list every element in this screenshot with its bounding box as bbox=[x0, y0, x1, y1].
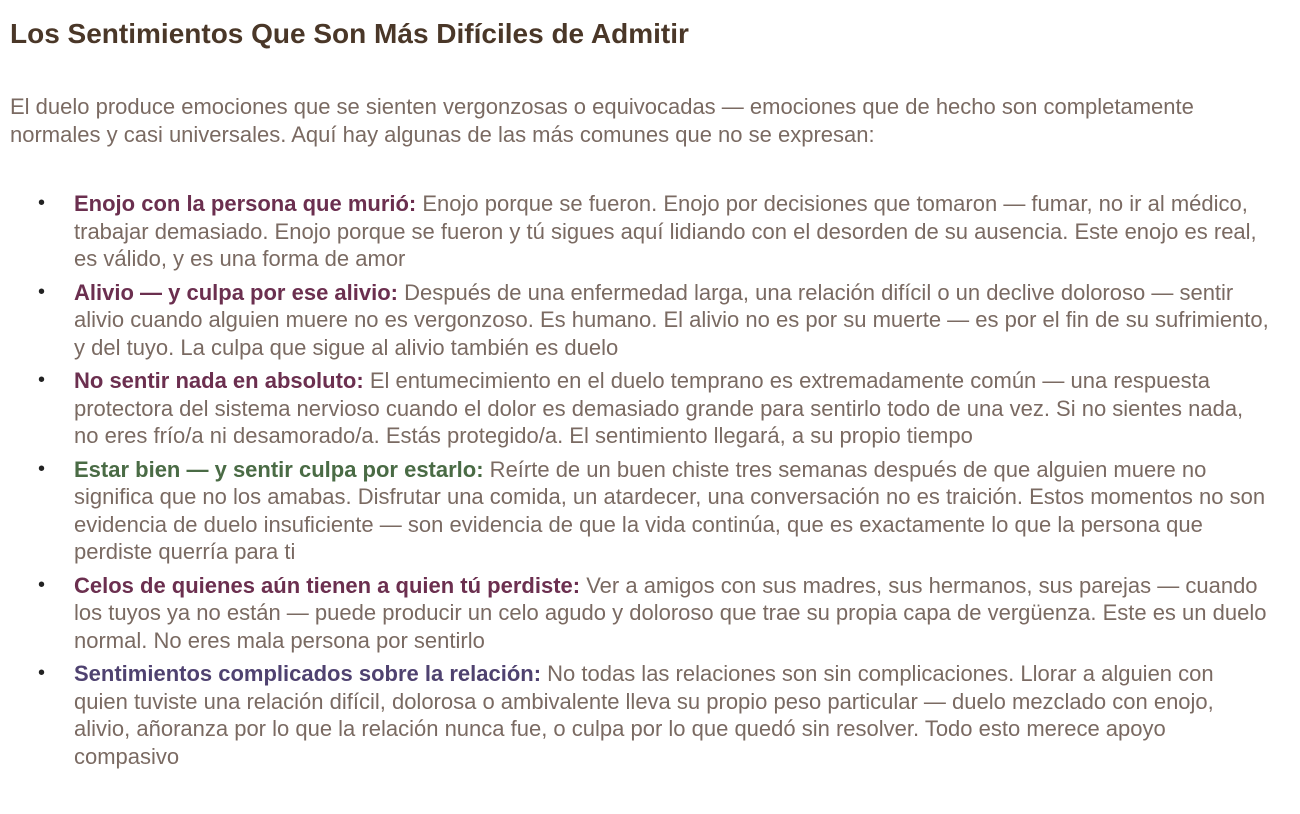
bullet-icon: • bbox=[38, 369, 46, 391]
item-text: No todas las relaciones son sin complicaciones. Llorar a alguien con quien tuviste una relación difícil, dolorosa o ambivalente lleva su propio peso particular — duelo mezclado con enojo, alivio, añoranza por lo que la relación nunca fue, o culpa por lo que quedó sin resolver. Todo esto merece apoyo compasivo bbox=[74, 661, 1214, 769]
bullet-icon: • bbox=[38, 662, 46, 684]
item-lead: Enojo con la persona que murió: bbox=[74, 191, 417, 216]
item-lead: Sentimientos complicados sobre la relación: bbox=[74, 661, 542, 686]
list-item bbox=[0, 660, 1300, 770]
intro-paragraph: El duelo produce emociones que se sienten vergonzosas o equivocadas — emociones que de hecho son completamente normales y casi universales. Aquí hay algunas de las más comunes que no se expresan: bbox=[10, 94, 1194, 147]
item-text: El entumecimiento en el duelo temprano es extremadamente común — una respuesta protectora del sistema nervioso cuando el dolor es demasiado grande para sentirlo todo de una vez. Si no sientes nada, no eres frío/a ni desamorado/a. Estás protegido/a. El sentimiento llegará, a su propio tiempo bbox=[74, 368, 1244, 448]
page-title: Los Sentimientos Que Son Más Difíciles de Admitir bbox=[10, 18, 689, 49]
item-text: Reírte de un buen chiste tres semanas después de que alguien muere no significa que no los amabas. Disfrutar una comida, un atardecer, una conversación no es traición. Estos momentos no son evidencia de duelo insuficiente — son evidencia de que la vida continúa, que es exactamente lo que la persona que perdiste querría para ti bbox=[74, 456, 1266, 564]
item-lead: Estar bien — y sentir culpa por estarlo: bbox=[74, 456, 484, 482]
item-lead: No sentir nada en absoluto: bbox=[74, 368, 364, 393]
item-text: Después de una enfermedad larga, una relación difícil o un declive doloroso — sentir alivio cuando alguien muere no es vergonzoso. Es humano. El alivio no es por su muerte — es por el fin de su sufrimiento, y del tuyo. La culpa que sigue al alivio también es duelo bbox=[74, 279, 1269, 360]
item-text: Enojo porque se fueron. Enojo por decisiones que tomaron — fumar, no ir al médico, trabajar demasiado. Enojo porque se fueron y tú sigues aquí lidiando con el desorden de su ausencia. Este enojo es real, es válido, y es una forma de amor bbox=[74, 191, 1257, 271]
bullet-icon: • bbox=[38, 192, 46, 214]
list-item bbox=[0, 367, 1300, 450]
bullet-icon: • bbox=[38, 280, 46, 303]
bullet-icon: • bbox=[38, 457, 46, 480]
item-lead: Alivio — y culpa por ese alivio: bbox=[74, 279, 398, 305]
list-item bbox=[0, 279, 1300, 362]
list-item bbox=[0, 572, 1300, 655]
list-item bbox=[0, 456, 1300, 566]
bullet-icon: • bbox=[38, 573, 46, 596]
feelings-list bbox=[0, 190, 1300, 776]
item-lead: Celos de quienes aún tienen a quien tú perdiste: bbox=[74, 572, 581, 598]
list-item bbox=[0, 190, 1300, 273]
item-text: Ver a amigos con sus madres, sus hermanos, sus parejas — cuando los tuyos ya no están — puede producir un celo agudo y doloroso que trae su propia capa de vergüenza. Este es un duelo normal. No eres mala persona por sentirlo bbox=[74, 572, 1267, 653]
